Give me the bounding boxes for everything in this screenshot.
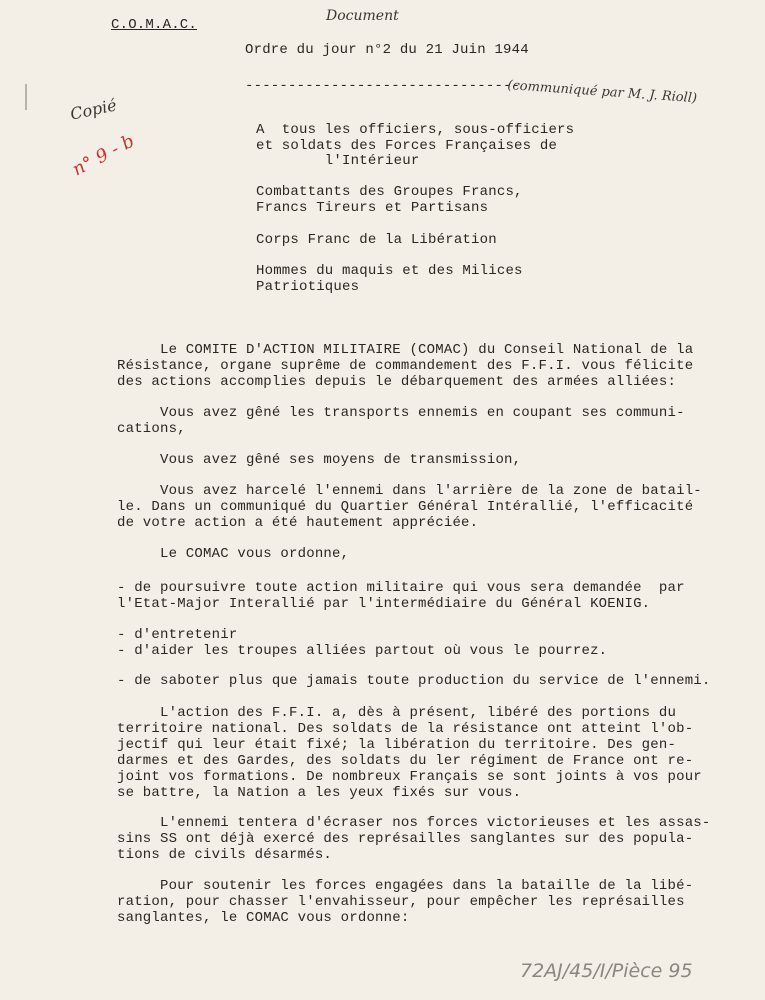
body-line: cations, [117, 421, 186, 437]
org-header: C.O.M.A.C. [111, 17, 198, 33]
body-line: - de saboter plus que jamais toute production du service de l'ennemi. [117, 673, 711, 689]
archive-reference: 72AJ/45/I/Pièce 95 [520, 960, 693, 982]
margin-note-ref: n° 9 - b [68, 130, 138, 181]
body-line: le. Dans un communiqué du Quartier Général Intérallié, l'efficacité [117, 499, 694, 515]
body-line: se battre, la Nation a les yeux fixés sur vous. [117, 785, 522, 801]
margin-note-copie: Copié [68, 95, 119, 124]
title-dashes: -------------------------------- [245, 78, 521, 94]
body-line: Pour soutenir les forces engagées dans la bataille de la libé- [117, 878, 694, 894]
body-line: joint vos formations. De nombreux Français se sont joints à vos pour [117, 769, 702, 785]
body-line: darmes et des Gardes, des soldats du ler régiment de France ont re- [117, 753, 694, 769]
body-line: l'Etat-Major Interallié par l'intermédiaire du Général KOENIG. [117, 596, 651, 612]
body-line: tions de civils désarmés. [117, 847, 333, 863]
body-line: - de poursuivre toute action militaire qui vous sera demandée par [117, 580, 685, 596]
address-line: Corps Franc de la Libération [256, 232, 497, 248]
address-line: Francs Tireurs et Partisans [256, 200, 489, 216]
document-title: Ordre du jour n°2 du 21 Juin 1944 [245, 42, 529, 58]
body-line: Résistance, organe suprême de commandement des F.F.I. vous félicite [117, 358, 694, 374]
handwritten-comment: (communiqué par M. J. Rioll) [506, 78, 698, 107]
body-line: Vous avez harcelé l'ennemi dans l'arrière de la zone de batail- [117, 483, 702, 499]
body-line: sins SS ont déjà exercé des représailles sanglantes sur des popula- [117, 831, 694, 847]
address-line: Patriotiques [256, 279, 360, 295]
body-line: - d'entretenir [117, 627, 238, 643]
address-line: l'Intérieur [256, 153, 420, 169]
binder-mark [25, 84, 27, 110]
body-line: jectif qui leur était fixé; la libération du territoire. Des gen- [117, 737, 677, 753]
address-line: A tous les officiers, sous-officiers [256, 122, 575, 138]
body-line: sanglantes, le COMAC vous ordonne: [117, 910, 410, 926]
body-line: territoire national. Des soldats de la résistance ont atteint l'ob- [117, 721, 694, 737]
body-line: Vous avez gêné ses moyens de transmission, [117, 452, 522, 468]
body-line: ration, pour chasser l'envahisseur, pour empêcher les représailles [117, 894, 685, 910]
address-line: Hommes du maquis et des Milices [256, 263, 523, 279]
body-line: L'action des F.F.I. a, dès à présent, libéré des portions du [117, 705, 677, 721]
body-line: Vous avez gêné les transports ennemis en coupant ses communi- [117, 405, 685, 421]
body-line: L'ennemi tentera d'écraser nos forces victorieuses et les assas- [117, 815, 711, 831]
body-line: Le COMAC vous ordonne, [117, 546, 350, 562]
body-line: des actions accomplies depuis le débarquement des armées alliées: [117, 374, 677, 390]
body-line: - d'aider les troupes alliées partout où vous le pourrez. [117, 643, 608, 659]
body-line: Le COMITE D'ACTION MILITAIRE (COMAC) du Conseil National de la [117, 342, 694, 358]
address-line: Combattants des Groupes Francs, [256, 184, 523, 200]
handwritten-note: Document [326, 8, 399, 24]
address-line: et soldats des Forces Françaises de [256, 138, 558, 154]
body-line: de votre action a été hautement appréciée. [117, 515, 479, 531]
